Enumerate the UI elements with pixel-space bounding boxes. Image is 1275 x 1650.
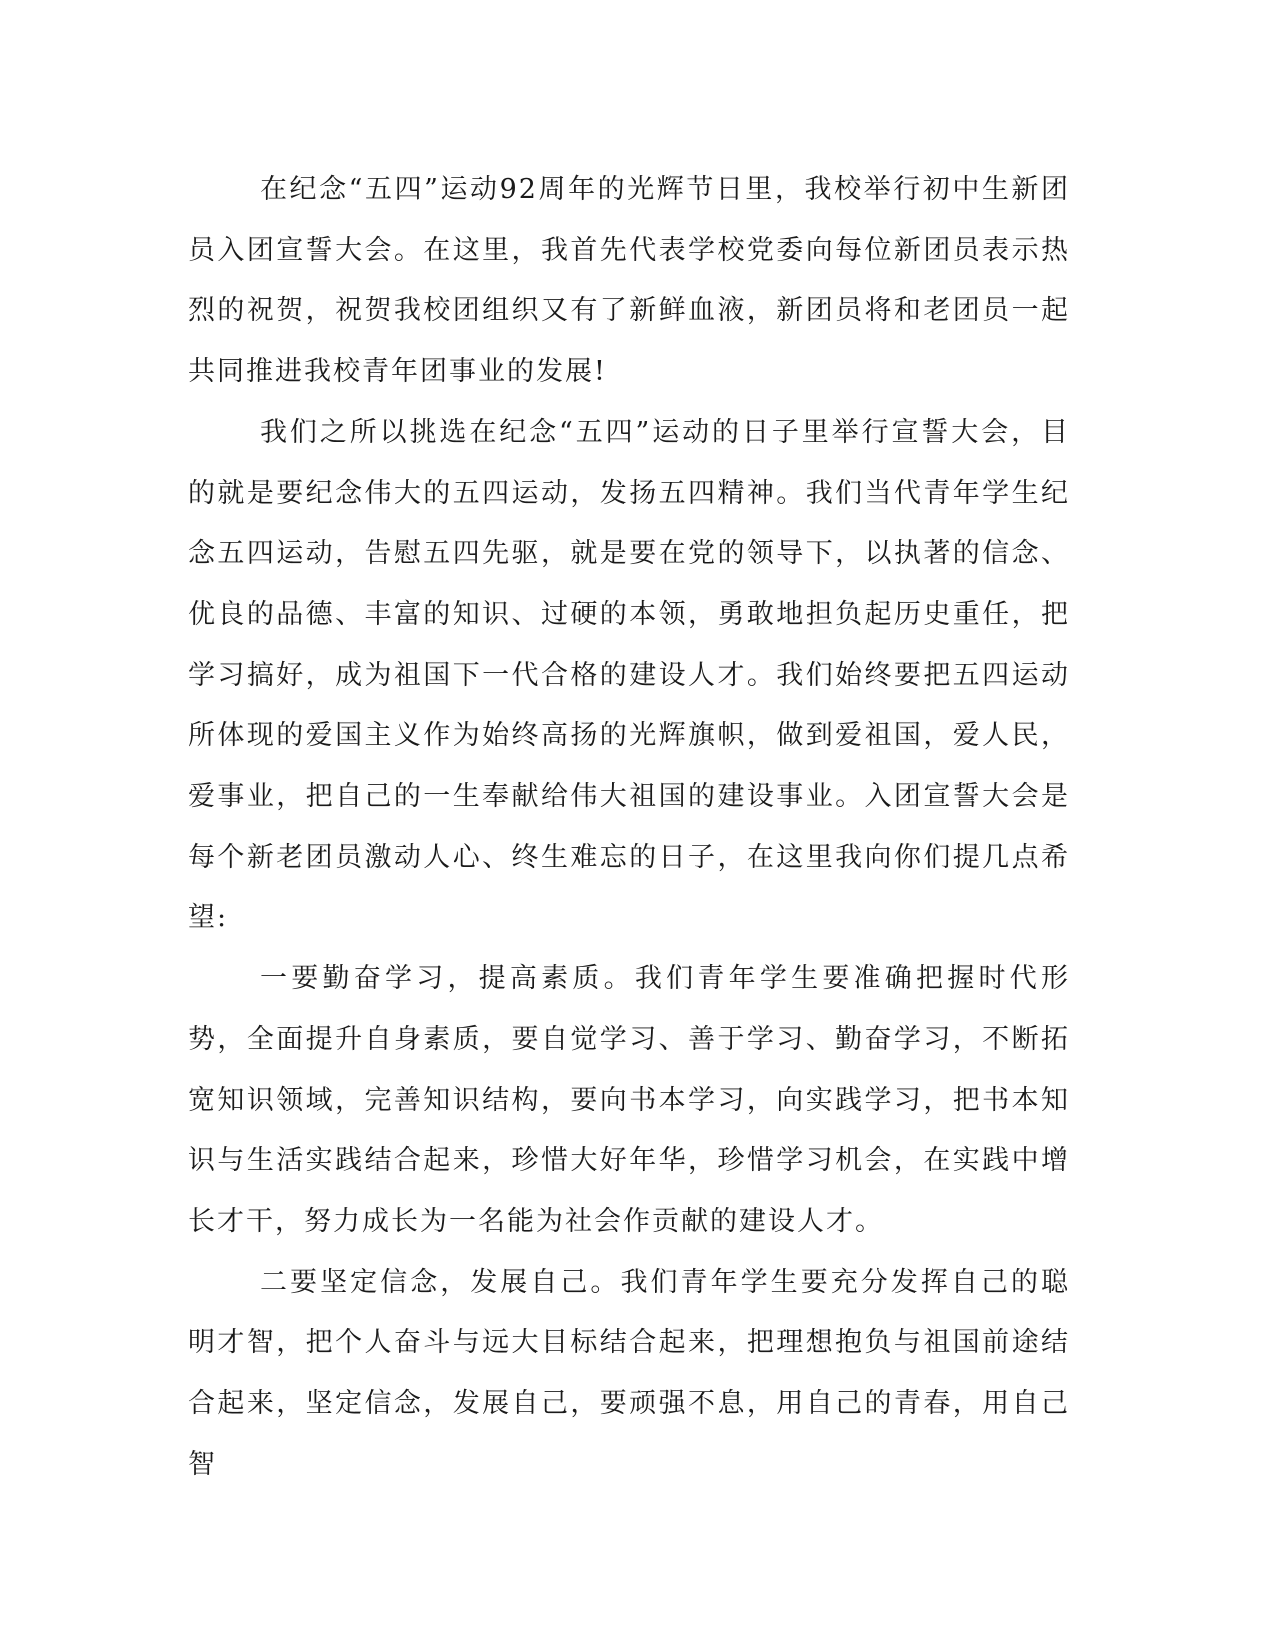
document-body bbox=[188, 160, 1070, 1495]
paragraph-3: 一要勤奋学习，提高素质。我们青年学生要准确把握时代形势，全面提升自身素质，要自觉学习、善于学习、勤奋学习，不断拓宽知识领域，完善知识结构，要向书本学习，向实践学习，把书本知识与生活实践结合起来，珍惜大好年华，珍惜学习机会，在实践中增长才干，努力成长为一名能为社会作贡献的建设人才。 bbox=[188, 963, 1070, 1237]
paragraph-1: 在纪念“五四”运动92周年的光辉节日里，我校举行初中生新团员入团宣誓大会。在这里，我首先代表学校党委向每位新团员表示热烈的祝贺，祝贺我校团组织又有了新鲜血液，新团员将和老团员一起共同推进我校青年团事业的发展! bbox=[188, 174, 1070, 388]
paragraph-2: 我们之所以挑选在纪念“五四”运动的日子里举行宣誓大会，目的就是要纪念伟大的五四运动，发扬五四精神。我们当代青年学生纪念五四运动，告慰五四先驱，就是要在党的领导下，以执著的信念、优良的品德、丰富的知识、过硬的本领，勇敢地担负起历史重任，把学习搞好，成为祖国下一代合格的建设人才。我们始终要把五四运动所体现的爱国主义作为始终高扬的光辉旗帜，做到爱祖国，爱人民，爱事业，把自己的一生奉献给伟大祖国的建设事业。入团宣誓大会是每个新老团员激动人心、终生难忘的日子，在这里我向你们提几点希望: bbox=[188, 416, 1070, 934]
paragraph-4: 二要坚定信念，发展自己。我们青年学生要充分发挥自己的聪明才智，把个人奋斗与远大目标结合起来，把理想抱负与祖国前途结合起来，坚定信念，发展自己，要顽强不息，用自己的青春，用自己智 bbox=[188, 1266, 1070, 1480]
